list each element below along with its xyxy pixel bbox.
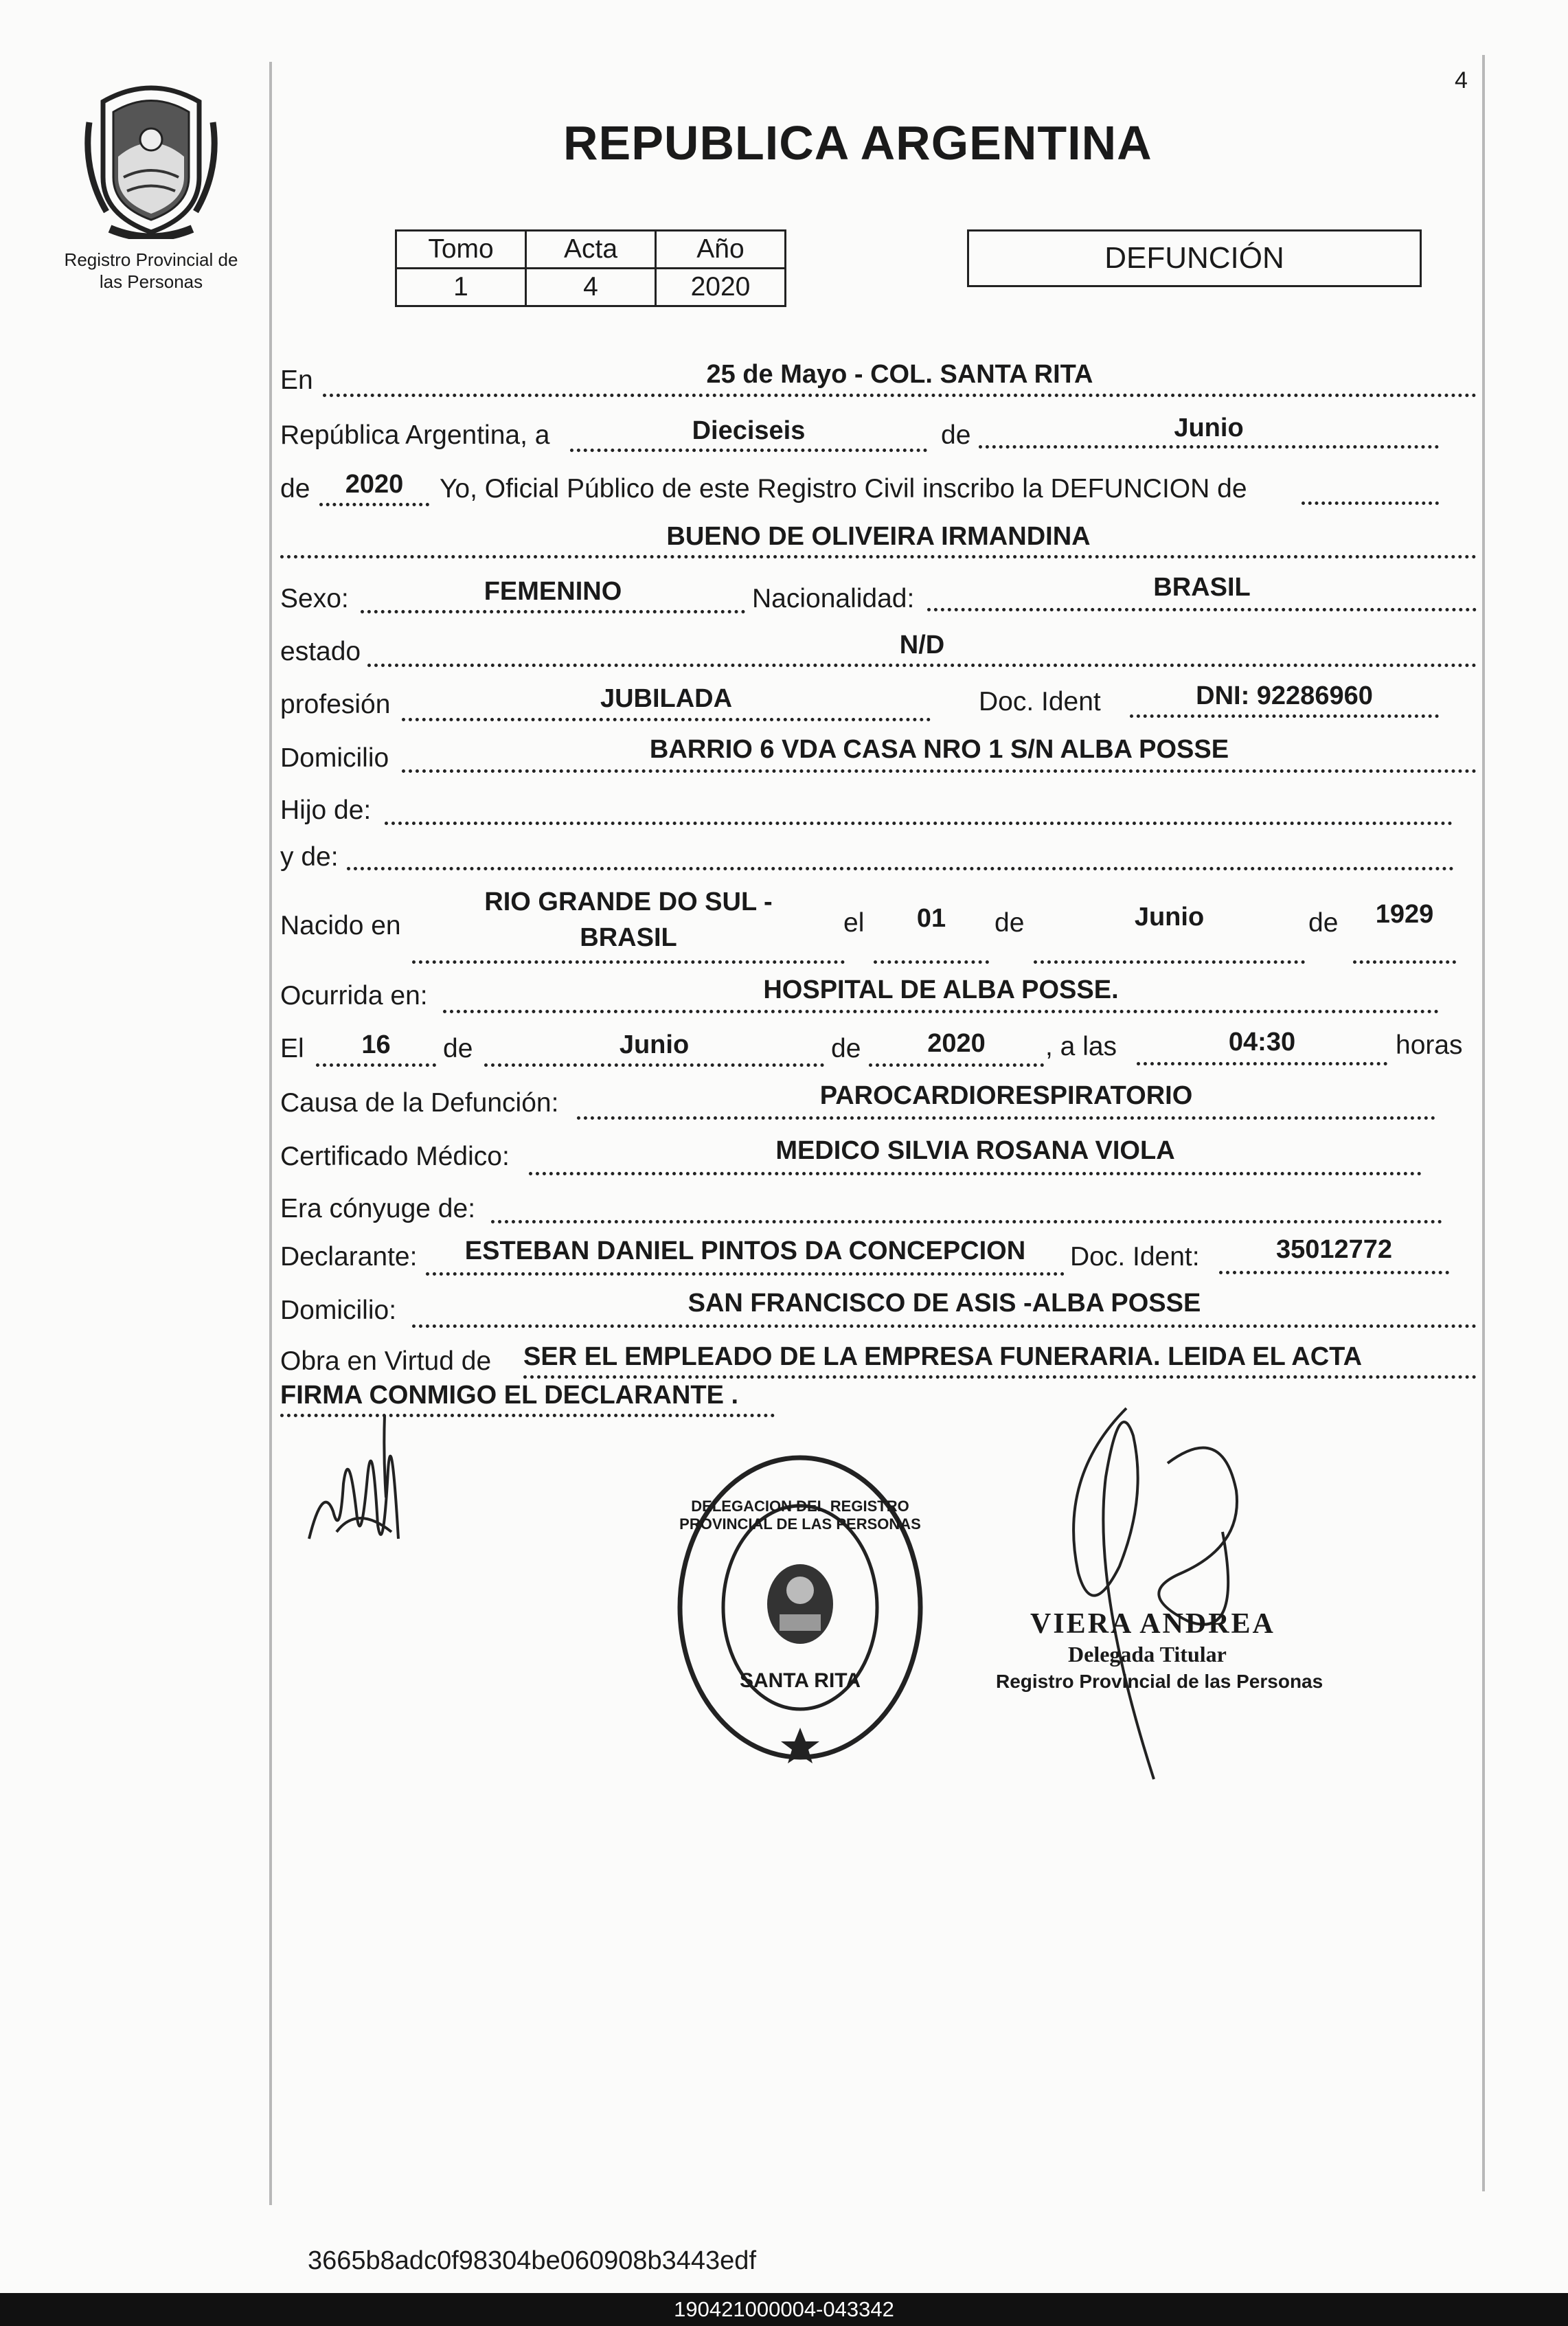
value-obra-line2: FIRMA CONMIGO EL DECLARANTE . [280, 1381, 739, 1410]
left-margin-line [269, 62, 272, 2205]
table-value-acta: 4 [526, 269, 656, 306]
official-signature [1016, 1395, 1291, 1807]
official-role: Delegada Titular [1068, 1642, 1227, 1667]
label-horas: horas [1396, 1030, 1463, 1060]
dotline-ocurrida [443, 1010, 1439, 1013]
value-domicilio2: SAN FRANCISCO DE ASIS -ALBA POSSE [688, 1289, 1201, 1318]
value-death-year: 2020 [927, 1029, 986, 1058]
province-emblem [76, 74, 227, 239]
logo-caption: Registro Provincial de las Personas [64, 249, 238, 292]
value-nacido-line2: BRASIL [580, 923, 677, 952]
table-header-acta: Acta [526, 231, 656, 269]
label-sexo: Sexo: [280, 584, 349, 613]
value-birth-day: 01 [916, 904, 946, 933]
label-a-las: , a las [1045, 1032, 1117, 1061]
label-domicilio2: Domicilio: [280, 1296, 397, 1325]
dotline-birth-day [874, 960, 989, 964]
dotline-estado [367, 664, 1477, 667]
dotline-death-month [484, 1063, 824, 1067]
dotline-obra-1 [523, 1375, 1477, 1379]
label-causa: Causa de la Defunción: [280, 1088, 559, 1118]
label-obra: Obra en Virtud de [280, 1346, 492, 1376]
label-de6: de [831, 1034, 861, 1063]
dotline-domicilio2 [412, 1324, 1477, 1328]
dotline-day [570, 449, 927, 452]
label-de3: de [995, 908, 1025, 938]
value-month: Junio [1174, 414, 1244, 442]
dotline-causa [577, 1116, 1435, 1120]
official-office: Registro Provincial de las Personas [996, 1671, 1323, 1692]
value-sexo: FEMENINO [484, 577, 622, 606]
value-domicilio: BARRIO 6 VDA CASA NRO 1 S/N ALBA POSSE [649, 735, 1229, 764]
right-margin-line [1482, 55, 1485, 2191]
stamp-inner-text: SANTA RITA [739, 1669, 861, 1692]
dotline-declarante [426, 1272, 1065, 1276]
dotline-death-year [869, 1063, 1044, 1067]
value-birth-year: 1929 [1375, 900, 1434, 929]
value-death-day: 16 [361, 1030, 391, 1059]
official-text: Yo, Oficial Público de este Registro Civil inscribo la DEFUNCION de [440, 474, 1247, 504]
label-ocurrida: Ocurrida en: [280, 981, 428, 1010]
label-domicilio: Domicilio [280, 743, 389, 773]
value-profesion: JUBILADA [600, 684, 733, 713]
dotline-hijo [385, 822, 1453, 825]
registry-stamp [670, 1449, 931, 1765]
footer-id-bar: 190421000004-043342 [0, 2293, 1568, 2326]
table-value-tomo: 1 [396, 269, 526, 306]
label-certificado: Certificado Médico: [280, 1142, 510, 1171]
document-hash: 3665b8adc0f98304be060908b3443edf [308, 2246, 756, 2275]
dotline-y-de [347, 867, 1454, 870]
label-el: el [843, 908, 865, 938]
dotline-year [319, 503, 429, 506]
value-place: 25 de Mayo - COL. SANTA RITA [706, 360, 1093, 389]
label-profesion: profesión [280, 690, 391, 719]
label-conyuge: Era cónyuge de: [280, 1194, 476, 1223]
dotline-conyuge [491, 1220, 1442, 1223]
label-hijo: Hijo de: [280, 795, 372, 825]
dotline-birth-month [1034, 960, 1305, 964]
value-doc: DNI: 92286960 [1196, 681, 1373, 710]
value-ocurrida: HOSPITAL DE ALBA POSSE. [763, 975, 1119, 1004]
dotline-certificado [529, 1172, 1422, 1175]
value-death-time: 04:30 [1228, 1028, 1296, 1057]
dotline-nacionalidad [927, 608, 1477, 611]
page-title: REPUBLICA ARGENTINA [563, 116, 1152, 170]
page-number: 4 [1455, 67, 1468, 93]
record-type-box: DEFUNCIÓN [967, 229, 1422, 287]
dotline-nacido [412, 960, 845, 964]
value-death-month: Junio [619, 1030, 690, 1059]
stamp-outer-text: DELEGACION DEL REGISTRO PROVINCIAL DE LAS PERSONAS [679, 1498, 921, 1533]
label-declarante: Declarante: [280, 1242, 418, 1272]
dotline-name [280, 555, 1477, 558]
dotline-death-day [316, 1063, 436, 1067]
dotline-birth-year [1353, 960, 1456, 964]
value-estado: N/D [899, 631, 945, 659]
value-doc2: 35012772 [1275, 1235, 1393, 1264]
label-nacido: Nacido en [280, 911, 401, 940]
label-republica: República Argentina, a [280, 420, 550, 450]
value-declarante: ESTEBAN DANIEL PINTOS DA CONCEPCION [464, 1237, 1026, 1265]
dotline-doc [1130, 714, 1439, 718]
dotline-domicilio [402, 769, 1477, 773]
declarant-signature [295, 1401, 419, 1566]
dotline-death-time [1137, 1062, 1387, 1065]
dotline-profesion [402, 718, 931, 721]
official-name: VIERA ANDREA [1030, 1608, 1275, 1640]
dotline-month [979, 445, 1439, 449]
value-causa: PAROCARDIORESPIRATORIO [819, 1081, 1193, 1110]
label-en: En [280, 365, 313, 395]
value-deceased-name: BUENO DE OLIVEIRA IRMANDINA [666, 522, 1091, 551]
dotline-doc2 [1219, 1271, 1449, 1274]
label-nacionalidad: Nacionalidad: [752, 584, 915, 613]
value-day-words: Dieciseis [692, 416, 806, 445]
label-de4: de [1308, 908, 1339, 938]
dotline-official [1302, 501, 1439, 505]
value-nacionalidad: BRASIL [1153, 573, 1251, 602]
table-header-anio: Año [656, 231, 786, 269]
label-el2: El [280, 1034, 304, 1063]
value-certificado: MEDICO SILVIA ROSANA VIOLA [775, 1136, 1175, 1165]
registry-table [395, 229, 786, 307]
table-value-anio: 2020 [656, 269, 786, 306]
dotline-place [323, 394, 1477, 397]
label-de2: de [280, 474, 310, 504]
value-birth-month: Junio [1134, 903, 1205, 931]
label-doc2: Doc. Ident: [1070, 1242, 1200, 1272]
dotline-sexo [361, 610, 745, 613]
label-y-de: y de: [280, 842, 339, 872]
value-obra-line1: SER EL EMPLEADO DE LA EMPRESA FUNERARIA. LEIDA EL ACTA [523, 1342, 1363, 1371]
label-estado: estado [280, 637, 361, 666]
label-doc: Doc. Ident [979, 687, 1101, 716]
table-header-tomo: Tomo [396, 231, 526, 269]
value-nacido-line1: RIO GRANDE DO SUL - [484, 888, 773, 916]
value-year: 2020 [345, 470, 404, 499]
label-de5: de [443, 1034, 473, 1063]
label-de: de [941, 420, 971, 450]
